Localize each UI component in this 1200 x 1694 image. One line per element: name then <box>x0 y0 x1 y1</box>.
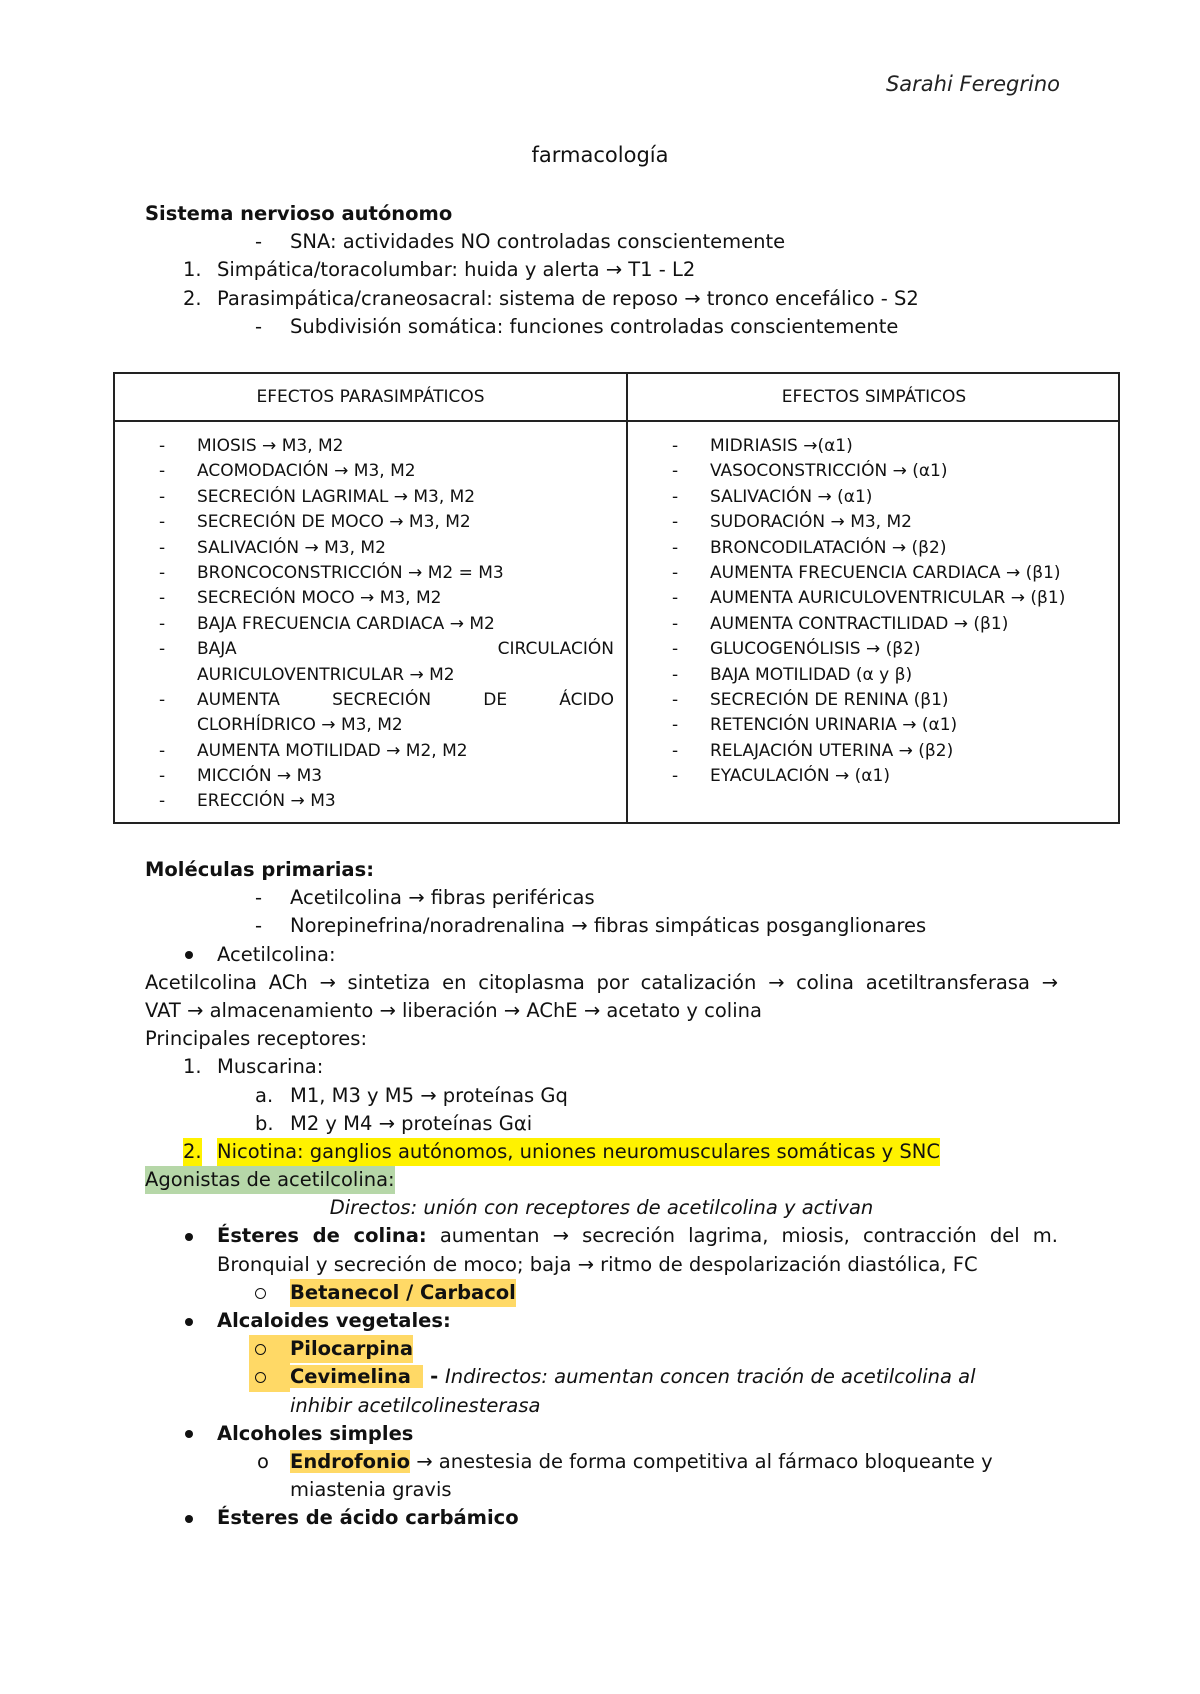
table-row: - MIDRIASIS →(α1) <box>672 436 853 456</box>
author-name: Sarahi Feregrino <box>885 72 1060 96</box>
list-item-continuation: inhibir acetilcolinesterasa <box>290 1393 541 1417</box>
list-item: 2. Parasimpática/craneosacral: sistema de reposo → tronco encefálico - S2 <box>183 286 919 310</box>
list-item-continuation: Bronquial y secreción de moco; baja → ritmo de despolarización diastólica, FC <box>217 1252 978 1276</box>
paragraph-line: VAT → almacenamiento → liberación → AChE → acetato y colina <box>145 998 762 1022</box>
bullet-icon <box>185 1307 193 1335</box>
bullet-icon <box>185 1504 193 1532</box>
table-row: - BAJA FRECUENCIA CARDIACA → M2 <box>159 613 495 634</box>
list-item: a. M1, M3 y M5 → proteínas Gq <box>255 1083 568 1107</box>
circle-bullet-icon <box>249 1363 290 1391</box>
table-divider <box>626 374 628 822</box>
paragraph-line: Principales receptores: <box>145 1027 368 1051</box>
list-item: 1. Simpática/toracolumbar: huida y alerta → T1 - L2 <box>183 258 696 282</box>
table-row: - AUMENTA CONTRACTILIDAD → (β1) <box>672 613 1009 634</box>
table-row: - ERECCIÓN → M3 <box>159 791 336 812</box>
bullet-icon <box>185 941 193 969</box>
table-row: - RELAJACIÓN UTERINA → (β2) <box>672 740 954 761</box>
list-item: - SNA: actividades NO controladas conscientemente <box>255 230 786 254</box>
list-item: - Subdivisión somática: funciones controladas conscientemente <box>255 314 899 338</box>
table-row: - SECRECIÓN LAGRIMAL → M3, M2 <box>159 486 476 507</box>
table-row: - AUMENTA AURICULOVENTRICULAR → (β1) <box>672 588 1066 609</box>
circle-bullet-icon <box>255 1279 266 1307</box>
table-row-continuation: AURICULOVENTRICULAR → M2 <box>197 664 455 685</box>
list-item: Cevimelina - Indirectos: aumentan concen tración de acetilcolina al <box>145 1363 1058 1391</box>
list-item: - Norepinefrina/noradrenalina → fibras simpáticas posganglionares <box>255 914 927 938</box>
table-row: - BRONCODILATACIÓN → (β2) <box>672 537 947 558</box>
table-row: - MIOSIS → M3, M2 <box>159 436 344 456</box>
table-row-continuation: CLORHÍDRICO → M3, M2 <box>197 715 403 736</box>
list-item: Ésteres de colina: aumentan → secreción lagrima, miosis, contracción del m. <box>145 1222 1058 1250</box>
table-row: - SECRECIÓN DE RENINA (β1) <box>672 689 949 710</box>
list-item: Alcaloides vegetales: <box>145 1307 1058 1335</box>
bullet-icon <box>185 1420 193 1448</box>
table-row: - BAJA MOTILIDAD (α y β) <box>672 664 913 685</box>
sympathetic-list <box>672 434 1112 789</box>
direct-subheading: Directos: unión con receptores de acetilcolina y activan <box>329 1196 874 1220</box>
list-item: Pilocarpina <box>145 1335 1058 1363</box>
table-row: - AUMENTA FRECUENCIA CARDIACA → (β1) <box>672 562 1061 583</box>
list-item-continuation: miastenia gravis <box>290 1478 452 1502</box>
section-molecules <box>145 856 1058 1533</box>
paragraph-line: Acetilcolina ACh → sintetiza en citoplasma por catalización → colina acetiltransferasa → <box>145 970 1058 994</box>
table-row: - EYACULACIÓN → (α1) <box>672 766 890 787</box>
bullet-icon <box>185 1222 193 1250</box>
list-item: b. M2 y M4 → proteínas Gαi <box>255 1111 533 1135</box>
table-row: - GLUCOGENÓLISIS → (β2) <box>672 639 921 660</box>
table-row: - ACOMODACIÓN → M3, M2 <box>159 461 416 482</box>
parasympathetic-list <box>159 434 614 815</box>
list-item: - Acetilcolina → fibras periféricas <box>255 886 595 910</box>
list-item: o Endrofonio → anestesia de forma competitiva al fármaco bloqueante y <box>257 1449 993 1473</box>
table-row: - RETENCIÓN URINARIA → (α1) <box>672 715 958 736</box>
table-row: - SECRECIÓN MOCO → M3, M2 <box>159 588 442 609</box>
list-item: Betanecol / Carbacol <box>145 1279 1058 1307</box>
agonists-heading: Agonistas de acetilcolina: <box>145 1166 1058 1194</box>
table-row: - SALIVACIÓN → M3, M2 <box>159 537 386 558</box>
list-item: 1. Muscarina: <box>183 1055 324 1079</box>
table-row: - BRONCOCONSTRICCIÓN → M2 = M3 <box>159 562 504 583</box>
section-heading: Moléculas primarias: <box>145 858 374 881</box>
table-header-parasympathetic: EFECTOS PARASIMPÁTICOS <box>256 387 485 407</box>
list-item-highlighted: 2. Nicotina: ganglios autónomos, uniones neuromusculares somáticas y SNC <box>145 1138 1058 1166</box>
table-row: - BAJA CIRCULACIÓN <box>159 639 614 660</box>
table-row: - SUDORACIÓN → M3, M2 <box>672 512 912 533</box>
table-row: - MICCIÓN → M3 <box>159 766 323 787</box>
list-item: Ésteres de ácido carbámico <box>145 1504 1058 1532</box>
list-item: Acetilcolina: <box>145 941 1058 969</box>
table-header-sympathetic: EFECTOS SIMPÁTICOS <box>781 387 967 407</box>
table-row: - AUMENTA SECRECIÓN DE ÁCIDO <box>159 689 614 710</box>
document-title: farmacología <box>531 143 669 167</box>
table-row: - SECRECIÓN DE MOCO → M3, M2 <box>159 512 471 533</box>
table-row: - VASOCONSTRICCIÓN → (α1) <box>672 461 948 482</box>
effects-table <box>113 372 1120 824</box>
table-row: - AUMENTA MOTILIDAD → M2, M2 <box>159 740 468 761</box>
table-row: - SALIVACIÓN → (α1) <box>672 486 873 507</box>
section-heading: Sistema nervioso autónomo <box>145 202 453 225</box>
section-sna <box>145 200 1058 341</box>
circle-bullet-icon <box>249 1335 290 1363</box>
list-item: Alcoholes simples <box>145 1420 1058 1448</box>
